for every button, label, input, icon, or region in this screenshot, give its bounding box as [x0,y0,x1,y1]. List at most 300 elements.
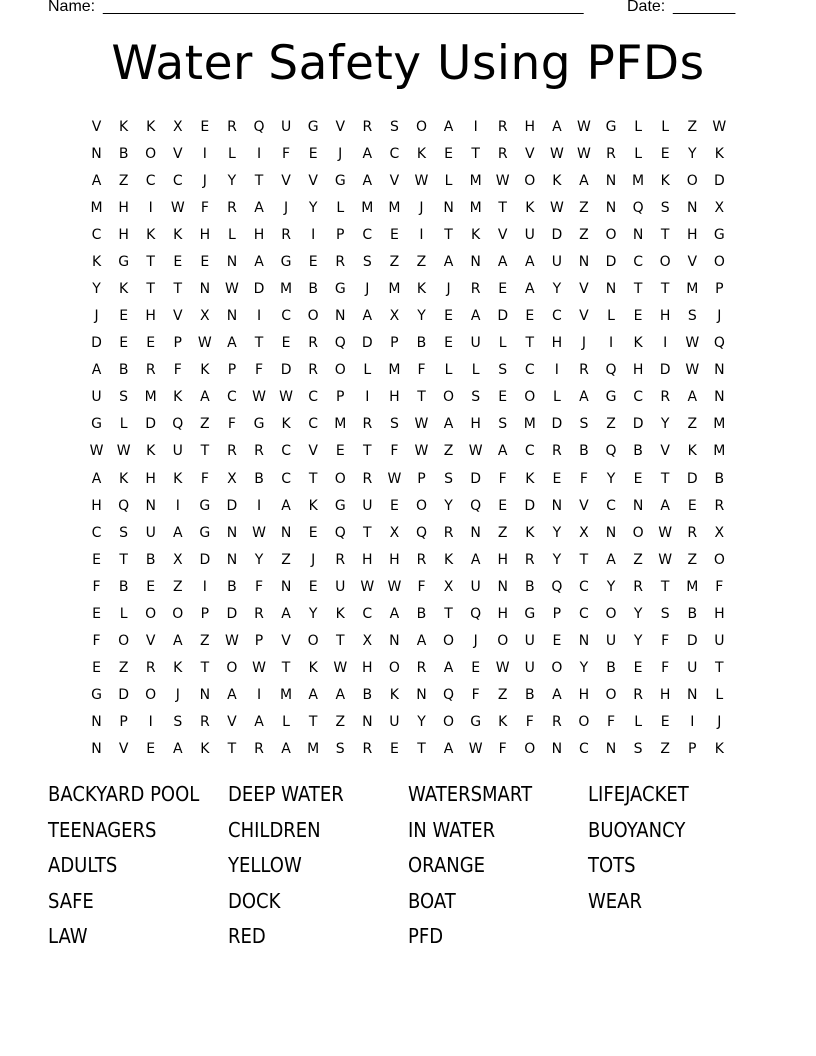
grid-letter[interactable]: R [199,714,210,731]
grid-letter[interactable]: M [523,416,536,433]
grid-letter[interactable]: T [308,470,318,487]
grid-letter[interactable]: E [525,308,535,325]
grid-letter[interactable]: Q [632,199,644,216]
grid-letter[interactable]: W [360,578,375,595]
grid-letter[interactable]: E [281,335,291,352]
grid-letter[interactable]: K [714,145,724,162]
grid-letter[interactable]: Q [470,497,482,514]
grid-letter[interactable]: S [633,741,643,758]
grid-letter[interactable]: N [91,714,102,731]
grid-letter[interactable]: W [225,281,239,297]
grid-letter[interactable]: K [416,281,427,297]
grid-letter[interactable]: K [173,389,183,406]
grid-letter[interactable]: C [145,172,156,189]
grid-letter[interactable]: D [659,362,671,379]
grid-letter[interactable]: N [605,741,617,758]
grid-letter[interactable]: U [524,633,535,650]
grid-letter[interactable]: B [633,443,643,460]
grid-letter[interactable]: U [605,633,617,650]
grid-letter[interactable]: R [497,118,508,135]
grid-letter[interactable]: F [254,362,264,379]
grid-letter[interactable]: L [471,362,480,379]
grid-letter[interactable]: I [148,199,153,216]
grid-letter[interactable]: W [89,443,104,460]
grid-letter[interactable]: I [256,308,262,325]
grid-letter[interactable]: I [473,118,478,135]
grid-letter[interactable]: H [199,226,211,243]
grid-letter[interactable]: A [308,687,318,704]
grid-letter[interactable]: I [663,335,668,352]
grid-letter[interactable]: G [334,497,346,514]
grid-letter[interactable]: A [443,253,454,270]
grid-letter[interactable]: G [334,281,346,297]
grid-letter[interactable]: G [199,497,211,514]
grid-letter[interactable]: C [579,741,589,758]
grid-letter[interactable]: G [91,687,102,704]
grid-letter[interactable]: S [498,416,508,433]
grid-letter[interactable]: E [308,145,318,162]
grid-letter[interactable]: X [443,578,454,595]
grid-letter[interactable]: F [661,660,670,677]
grid-letter[interactable]: B [579,443,589,460]
grid-letter[interactable]: T [363,524,372,541]
grid-letter[interactable]: H [632,362,644,379]
grid-letter[interactable]: C [579,578,589,595]
grid-letter[interactable]: I [256,687,262,704]
grid-letter[interactable]: T [498,199,507,216]
grid-letter[interactable]: A [172,741,183,758]
grid-letter[interactable]: R [552,714,562,731]
grid-letter[interactable]: W [549,145,564,162]
grid-letter[interactable]: N [714,389,725,406]
grid-letter[interactable]: E [92,605,101,622]
grid-letter[interactable]: N [551,741,563,758]
grid-letter[interactable]: C [91,524,102,541]
grid-letter[interactable]: E [119,335,129,352]
grid-letter[interactable]: B [524,687,535,704]
grid-letter[interactable]: N [226,308,238,325]
grid-letter[interactable]: Y [444,497,453,514]
grid-letter[interactable]: R [362,416,373,433]
grid-letter[interactable]: N [199,687,211,704]
grid-letter[interactable]: H [118,226,129,243]
grid-letter[interactable]: V [145,633,156,650]
grid-letter[interactable]: N [605,199,617,216]
grid-letter[interactable]: Y [633,633,643,650]
grid-letter[interactable]: H [253,226,265,243]
grid-letter[interactable]: L [119,605,128,622]
grid-letter[interactable]: S [362,253,372,270]
grid-letter[interactable]: T [417,741,426,758]
grid-letter[interactable]: R [308,335,319,352]
grid-letter[interactable]: J [202,172,207,189]
grid-letter[interactable]: C [227,389,237,406]
grid-letter[interactable]: E [308,524,318,541]
grid-letter[interactable]: J [446,281,451,297]
grid-letter[interactable]: W [414,443,429,460]
grid-letter[interactable]: I [554,362,559,379]
grid-letter[interactable]: F [417,578,426,595]
grid-letter[interactable]: B [606,660,616,677]
grid-letter[interactable]: Z [497,687,508,704]
grid-letter[interactable]: L [336,199,345,216]
grid-letter[interactable]: D [145,416,157,433]
grid-letter[interactable]: N [280,578,292,595]
grid-letter[interactable]: O [605,605,617,622]
grid-letter[interactable]: Y [552,281,562,297]
grid-letter[interactable]: V [281,633,291,650]
grid-letter[interactable]: S [119,389,129,406]
grid-letter[interactable]: B [118,145,129,162]
grid-letter[interactable]: V [660,443,670,460]
grid-letter[interactable]: N [605,281,617,297]
grid-letter[interactable]: C [91,226,102,243]
grid-letter[interactable]: T [146,281,155,297]
grid-letter[interactable]: P [552,605,562,622]
grid-letter[interactable]: Q [605,362,617,379]
grid-letter[interactable]: O [659,253,671,270]
grid-letter[interactable]: A [443,741,454,758]
grid-letter[interactable]: G [605,118,617,135]
grid-letter[interactable]: V [118,741,129,758]
grid-letter[interactable]: P [390,335,399,352]
grid-letter[interactable]: A [389,605,400,622]
grid-letter[interactable]: A [525,253,535,270]
grid-letter[interactable]: K [173,226,183,243]
grid-letter[interactable]: W [712,118,727,135]
grid-letter[interactable]: N [578,633,590,650]
grid-letter[interactable]: C [362,605,373,622]
grid-letter[interactable]: O [686,172,698,189]
grid-letter[interactable]: P [119,714,128,731]
grid-letter[interactable]: T [146,253,155,270]
grid-letter[interactable]: B [254,470,264,487]
grid-letter[interactable]: N [443,199,454,216]
grid-letter[interactable]: V [227,714,237,731]
grid-letter[interactable]: E [200,253,210,270]
grid-letter[interactable]: S [173,714,183,731]
grid-letter[interactable]: Y [417,308,426,325]
grid-letter[interactable]: Z [687,416,698,433]
grid-letter[interactable]: T [335,633,345,650]
grid-letter[interactable]: K [281,416,291,433]
grid-letter[interactable]: B [687,605,698,622]
grid-letter[interactable]: Y [606,578,616,595]
grid-letter[interactable]: J [717,308,722,325]
grid-letter[interactable]: F [498,470,507,487]
grid-letter[interactable]: J [284,199,289,216]
grid-letter[interactable]: D [226,605,238,622]
grid-letter[interactable]: V [308,443,318,460]
grid-letter[interactable]: T [200,660,210,677]
grid-letter[interactable]: D [551,226,563,243]
grid-letter[interactable]: W [495,172,510,189]
grid-letter[interactable]: K [443,551,454,568]
grid-letter[interactable]: E [389,497,399,514]
grid-letter[interactable]: L [607,308,615,325]
grid-letter[interactable]: Z [200,416,210,433]
grid-letter[interactable]: M [713,416,726,433]
grid-letter[interactable]: R [714,497,725,514]
grid-letter[interactable]: Q [334,524,346,541]
grid-letter[interactable]: O [388,660,400,677]
grid-letter[interactable]: Q [253,118,265,135]
grid-letter[interactable]: R [687,524,698,541]
grid-letter[interactable]: N [199,281,211,297]
grid-letter[interactable]: P [336,226,345,243]
grid-letter[interactable]: B [416,335,427,352]
grid-letter[interactable]: E [444,308,453,325]
grid-letter[interactable]: K [525,524,535,541]
grid-letter[interactable]: L [228,145,236,162]
grid-letter[interactable]: W [577,118,591,135]
grid-letter[interactable]: Y [308,199,318,216]
grid-letter[interactable]: E [92,660,101,677]
grid-letter[interactable]: L [552,389,561,406]
grid-letter[interactable]: N [714,362,725,379]
grid-letter[interactable]: Z [172,578,183,595]
grid-letter[interactable]: N [605,524,617,541]
grid-letter[interactable]: H [497,551,508,568]
grid-letter[interactable]: C [551,308,562,325]
grid-letter[interactable]: O [145,145,157,162]
grid-letter[interactable]: K [471,226,481,243]
grid-letter[interactable]: E [660,145,670,162]
grid-letter[interactable]: A [416,633,427,650]
grid-letter[interactable]: V [172,308,183,325]
grid-letter[interactable]: T [579,551,589,568]
grid-letter[interactable]: T [660,226,670,243]
grid-letter[interactable]: O [632,524,644,541]
grid-letter[interactable]: N [145,497,156,514]
grid-letter[interactable]: F [92,633,101,650]
grid-letter[interactable]: R [524,551,535,568]
grid-letter[interactable]: S [335,741,345,758]
grid-letter[interactable]: K [119,118,129,135]
grid-letter[interactable]: U [714,633,725,650]
grid-letter[interactable]: A [172,524,183,541]
grid-letter[interactable]: H [91,497,102,514]
grid-letter[interactable]: O [307,633,319,650]
grid-letter[interactable]: K [308,497,318,514]
grid-letter[interactable]: Z [118,172,129,189]
grid-letter[interactable]: A [254,199,264,216]
grid-letter[interactable]: O [226,660,238,677]
grid-letter[interactable]: G [524,605,536,622]
grid-letter[interactable]: Q [443,687,455,704]
grid-letter[interactable]: V [281,172,291,189]
grid-letter[interactable]: M [280,687,293,704]
grid-letter[interactable]: X [714,524,725,541]
grid-letter[interactable]: O [605,687,617,704]
grid-letter[interactable]: C [172,172,183,189]
grid-letter[interactable]: E [146,741,156,758]
grid-letter[interactable]: X [389,524,400,541]
grid-letter[interactable]: M [713,443,726,460]
grid-letter[interactable]: R [362,741,373,758]
grid-letter[interactable]: A [362,308,373,325]
grid-letter[interactable]: I [175,497,180,514]
grid-letter[interactable]: E [200,118,210,135]
grid-letter[interactable]: S [660,605,670,622]
grid-letter[interactable]: N [416,687,427,704]
grid-letter[interactable]: R [308,362,319,379]
grid-letter[interactable]: N [389,633,400,650]
grid-letter[interactable]: T [471,145,480,162]
grid-letter[interactable]: P [254,633,264,650]
grid-letter[interactable]: W [225,633,239,650]
grid-letter[interactable]: G [253,416,265,433]
grid-letter[interactable]: H [659,687,671,704]
grid-letter[interactable]: G [199,524,211,541]
grid-letter[interactable]: G [307,118,319,135]
grid-letter[interactable]: W [387,578,402,595]
grid-letter[interactable]: D [118,687,129,704]
grid-letter[interactable]: K [200,362,210,379]
grid-letter[interactable]: Y [254,551,264,568]
grid-letter[interactable]: K [552,172,562,189]
grid-letter[interactable]: T [281,660,291,677]
grid-letter[interactable]: H [497,605,508,622]
grid-letter[interactable]: F [200,470,209,487]
grid-letter[interactable]: W [414,172,429,189]
grid-letter[interactable]: W [252,389,266,406]
grid-letter[interactable]: X [200,308,210,325]
grid-letter[interactable]: J [717,714,722,731]
grid-letter[interactable]: U [389,714,400,731]
grid-letter[interactable]: T [660,470,670,487]
grid-letter[interactable]: Y [417,714,426,731]
grid-letter[interactable]: M [144,389,157,406]
grid-letter[interactable]: R [254,605,264,622]
grid-letter[interactable]: Z [687,118,698,135]
grid-letter[interactable]: V [579,308,589,325]
grid-letter[interactable]: K [660,172,670,189]
grid-letter[interactable]: A [579,389,589,406]
grid-letter[interactable]: M [388,362,401,379]
grid-letter[interactable]: F [525,714,534,731]
grid-letter[interactable]: O [605,226,617,243]
grid-letter[interactable]: T [417,389,426,406]
grid-letter[interactable]: R [497,145,508,162]
grid-letter[interactable]: P [200,605,210,622]
grid-letter[interactable]: O [145,605,157,622]
grid-letter[interactable]: T [308,714,318,731]
grid-letter[interactable]: D [551,416,563,433]
grid-letter[interactable]: U [524,660,535,677]
grid-letter[interactable]: V [579,281,589,297]
grid-letter[interactable]: C [633,253,643,270]
grid-letter[interactable]: E [389,741,399,758]
grid-letter[interactable]: L [634,118,642,135]
grid-letter[interactable]: F [715,578,724,595]
grid-letter[interactable]: F [200,199,209,216]
grid-letter[interactable]: O [334,470,346,487]
grid-letter[interactable]: E [119,308,129,325]
grid-letter[interactable]: F [390,443,399,460]
grid-letter[interactable]: F [92,578,101,595]
grid-letter[interactable]: E [633,470,643,487]
grid-letter[interactable]: Z [579,226,589,243]
grid-letter[interactable]: A [362,172,373,189]
grid-letter[interactable]: W [495,660,510,677]
grid-letter[interactable]: L [363,362,372,379]
grid-letter[interactable]: K [173,660,183,677]
grid-letter[interactable]: F [661,633,670,650]
grid-letter[interactable]: W [252,660,266,677]
grid-letter[interactable]: D [91,335,102,352]
grid-letter[interactable]: C [633,389,643,406]
grid-letter[interactable]: A [497,443,508,460]
grid-letter[interactable]: N [470,524,481,541]
grid-letter[interactable]: Y [552,524,562,541]
grid-letter[interactable]: K [335,605,345,622]
grid-letter[interactable]: O [145,687,157,704]
grid-letter[interactable]: A [254,714,264,731]
grid-letter[interactable]: O [578,714,590,731]
grid-letter[interactable]: K [308,660,318,677]
grid-letter[interactable]: U [362,497,373,514]
grid-letter[interactable]: E [660,714,670,731]
grid-letter[interactable]: B [118,362,129,379]
grid-letter[interactable]: L [498,335,507,352]
grid-letter[interactable]: Z [389,253,400,270]
grid-letter[interactable]: F [282,145,291,162]
grid-letter[interactable]: T [119,551,128,568]
grid-letter[interactable]: W [414,416,429,433]
grid-letter[interactable]: E [92,551,101,568]
grid-letter[interactable]: A [443,118,454,135]
grid-letter[interactable]: A [227,335,237,352]
grid-letter[interactable]: S [660,199,670,216]
grid-letter[interactable]: Y [227,172,237,189]
grid-letter[interactable]: W [170,199,185,216]
grid-letter[interactable]: W [685,335,700,352]
grid-letter[interactable]: K [146,226,156,243]
grid-letter[interactable]: U [280,118,292,135]
grid-letter[interactable]: N [362,714,373,731]
grid-letter[interactable]: H [389,551,400,568]
grid-letter[interactable]: T [254,335,264,352]
grid-letter[interactable]: P [173,335,182,352]
grid-letter[interactable]: T [525,335,535,352]
grid-letter[interactable]: W [116,443,131,460]
grid-letter[interactable]: O [551,660,563,677]
grid-letter[interactable]: Z [579,199,589,216]
grid-letter[interactable]: C [606,497,616,514]
grid-letter[interactable]: J [94,308,99,325]
grid-letter[interactable]: N [632,226,644,243]
grid-letter[interactable]: Z [687,551,698,568]
grid-letter[interactable]: M [686,281,699,297]
grid-letter[interactable]: O [497,633,509,650]
grid-letter[interactable]: B [416,605,427,622]
grid-letter[interactable]: O [172,605,184,622]
grid-letter[interactable]: K [119,281,129,297]
grid-letter[interactable]: K [173,470,183,487]
grid-letter[interactable]: X [714,199,725,216]
grid-letter[interactable]: O [307,308,319,325]
grid-letter[interactable]: E [498,389,508,406]
grid-letter[interactable]: F [579,470,588,487]
grid-letter[interactable]: K [416,145,427,162]
grid-letter[interactable]: E [308,578,318,595]
grid-letter[interactable]: O [713,253,725,270]
grid-letter[interactable]: A [687,389,698,406]
grid-letter[interactable]: D [280,362,292,379]
grid-letter[interactable]: U [524,226,535,243]
grid-letter[interactable]: E [335,443,345,460]
